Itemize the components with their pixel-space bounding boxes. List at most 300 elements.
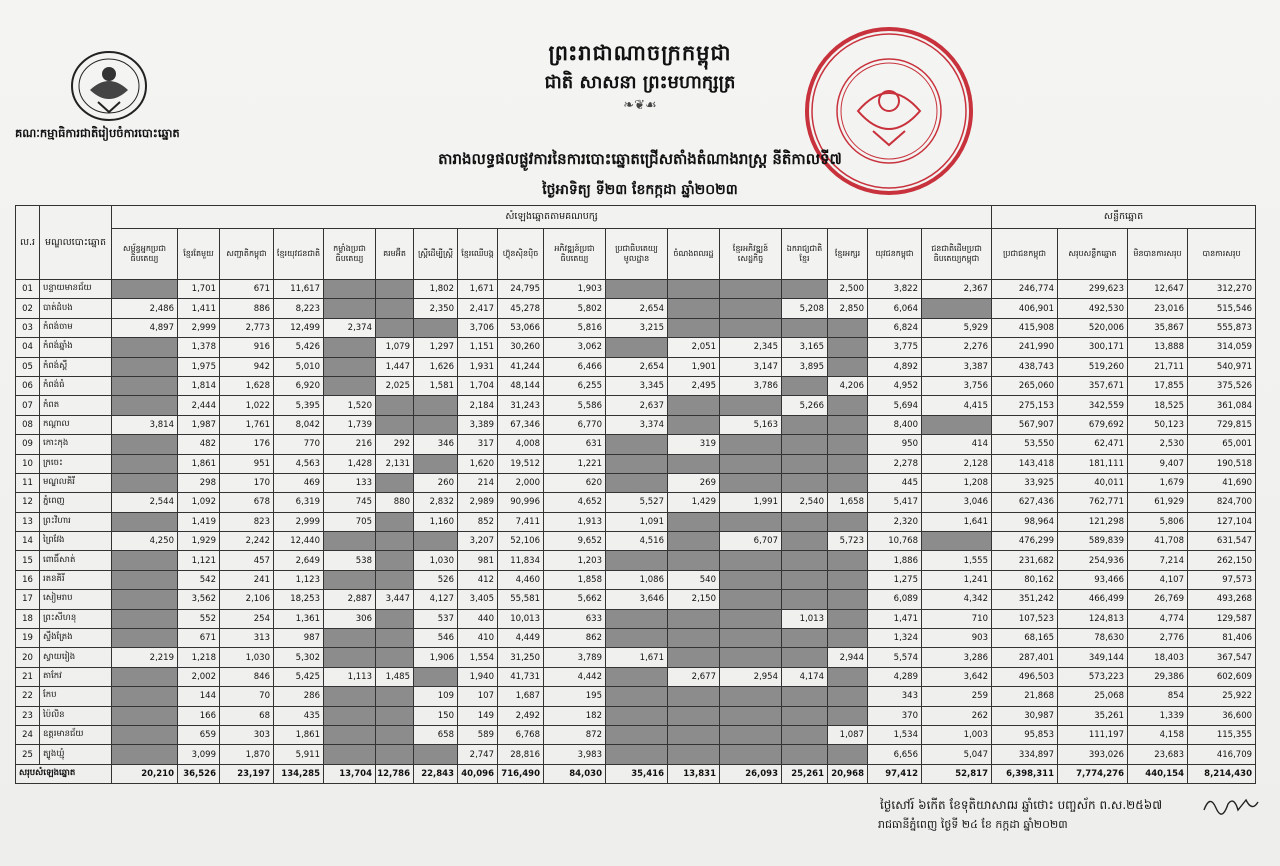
vote-cell: 18,403 (1128, 648, 1188, 667)
table-row (16, 493, 1256, 512)
table-row (16, 473, 1256, 492)
empty-cell (668, 706, 720, 725)
vote-cell: 216 (324, 435, 376, 454)
col-header: មិនបានការសរុប (1128, 229, 1188, 280)
vote-cell: 1,671 (458, 280, 498, 299)
vote-cell: 469 (274, 473, 324, 492)
row-number: 04 (16, 338, 40, 357)
vote-cell: 11,617 (274, 280, 324, 299)
vote-cell: 41,244 (498, 357, 544, 376)
vote-cell: 2,002 (178, 667, 220, 686)
vote-cell: 10,013 (498, 609, 544, 628)
empty-cell (668, 725, 720, 744)
vote-cell: 658 (414, 725, 458, 744)
vote-cell: 1,931 (458, 357, 498, 376)
vote-cell: 254,936 (1058, 551, 1128, 570)
vote-cell: 3,642 (922, 667, 992, 686)
district-name: កំពង់ចាម (40, 318, 112, 337)
empty-cell (376, 512, 414, 531)
row-number: 07 (16, 396, 40, 415)
vote-cell: 95,853 (992, 725, 1058, 744)
vote-cell: 260 (414, 473, 458, 492)
vote-cell: 5,586 (544, 396, 606, 415)
vote-cell: 10,768 (868, 532, 922, 551)
empty-cell (668, 648, 720, 667)
empty-cell (376, 280, 414, 299)
vote-cell: 18,525 (1128, 396, 1188, 415)
vote-cell: 589,839 (1058, 532, 1128, 551)
vote-cell: 435 (274, 706, 324, 725)
vote-cell: 33,925 (992, 473, 1058, 492)
vote-cell: 12,647 (1128, 280, 1188, 299)
row-number: 12 (16, 493, 40, 512)
vote-cell: 406,901 (992, 299, 1058, 318)
vote-cell: 2,278 (868, 454, 922, 473)
empty-cell (720, 725, 782, 744)
vote-cell: 2,954 (720, 667, 782, 686)
column-header-row (16, 229, 1256, 280)
vote-cell: 416,709 (1188, 745, 1256, 764)
empty-cell (828, 570, 868, 589)
vote-cell: 2,444 (178, 396, 220, 415)
vote-cell: 1,241 (922, 570, 992, 589)
vote-cell: 1,419 (178, 512, 220, 531)
vote-cell: 6,656 (868, 745, 922, 764)
vote-cell: 2,637 (606, 396, 668, 415)
empty-cell (112, 396, 178, 415)
vote-cell: 5,929 (922, 318, 992, 337)
row-number: 19 (16, 629, 40, 648)
vote-cell: 1,679 (1128, 473, 1188, 492)
district-name: បន្ទាយមានជ័យ (40, 280, 112, 299)
vote-cell: 68,165 (992, 629, 1058, 648)
vote-cell: 1,218 (178, 648, 220, 667)
vote-cell: 4,892 (868, 357, 922, 376)
vote-cell: 2,649 (274, 551, 324, 570)
vote-cell: 5,911 (274, 745, 324, 764)
vote-cell: 631,547 (1188, 532, 1256, 551)
empty-cell (606, 629, 668, 648)
empty-cell (324, 745, 376, 764)
vote-cell: 262,150 (1188, 551, 1256, 570)
vote-cell: 313 (220, 629, 274, 648)
empty-cell (414, 415, 458, 434)
vote-cell: 745 (324, 493, 376, 512)
col-header: ឯករាជ្យជាតិខ្មែរ (782, 229, 828, 280)
vote-cell: 12,499 (274, 318, 324, 337)
empty-cell (414, 667, 458, 686)
empty-cell (668, 609, 720, 628)
vote-cell: 1,901 (668, 357, 720, 376)
row-number: 02 (16, 299, 40, 318)
vote-cell: 4,415 (922, 396, 992, 415)
table-row (16, 745, 1256, 764)
vote-cell: 1,030 (220, 648, 274, 667)
vote-cell: 1,339 (1128, 706, 1188, 725)
vote-cell: 28,816 (498, 745, 544, 764)
vote-cell: 48,144 (498, 376, 544, 395)
row-number: 06 (16, 376, 40, 395)
vote-cell: 886 (220, 299, 274, 318)
vote-cell: 1,739 (324, 415, 376, 434)
row-number: 03 (16, 318, 40, 337)
total-cell: 26,093 (720, 764, 782, 783)
table-row (16, 435, 1256, 454)
vote-cell: 1,858 (544, 570, 606, 589)
vote-cell: 1,704 (458, 376, 498, 395)
total-cell: 52,817 (922, 764, 992, 783)
vote-cell: 2,654 (606, 357, 668, 376)
empty-cell (828, 318, 868, 337)
vote-cell: 2,832 (414, 493, 458, 512)
vote-cell: 537 (414, 609, 458, 628)
vote-cell: 90,996 (498, 493, 544, 512)
vote-cell: 144 (178, 687, 220, 706)
empty-cell (922, 532, 992, 551)
vote-cell: 7,214 (1128, 551, 1188, 570)
total-cell: 22,843 (414, 764, 458, 783)
vote-cell: 880 (376, 493, 414, 512)
vote-cell: 1,903 (544, 280, 606, 299)
vote-cell: 25,922 (1188, 687, 1256, 706)
row-number: 21 (16, 667, 40, 686)
vote-cell: 546 (414, 629, 458, 648)
table-row (16, 590, 1256, 609)
total-cell: 35,416 (606, 764, 668, 783)
vote-cell: 127,104 (1188, 512, 1256, 531)
vote-cell: 3,165 (782, 338, 828, 357)
vote-cell: 286 (274, 687, 324, 706)
district-name: មណ្ឌលគិរី (40, 473, 112, 492)
total-cell: 134,285 (274, 764, 324, 783)
vote-cell: 1,471 (868, 609, 922, 628)
vote-cell: 659 (178, 725, 220, 744)
vote-cell: 2,184 (458, 396, 498, 415)
vote-cell: 5,395 (274, 396, 324, 415)
table-row (16, 648, 1256, 667)
district-name: ព្រះវិហារ (40, 512, 112, 531)
district-name: ព្រះសីហនុ (40, 609, 112, 628)
vote-cell: 3,786 (720, 376, 782, 395)
empty-cell (782, 454, 828, 473)
vote-cell: 6,466 (544, 357, 606, 376)
empty-cell (324, 299, 376, 318)
vote-cell: 762,771 (1058, 493, 1128, 512)
vote-cell: 3,286 (922, 648, 992, 667)
empty-cell (112, 473, 178, 492)
empty-cell (720, 473, 782, 492)
vote-cell: 2,374 (324, 318, 376, 337)
empty-cell (112, 338, 178, 357)
empty-cell (112, 590, 178, 609)
vote-cell: 679,692 (1058, 415, 1128, 434)
vote-cell: 31,243 (498, 396, 544, 415)
vote-cell: 1,087 (828, 725, 868, 744)
vote-cell: 3,814 (112, 415, 178, 434)
empty-cell (782, 532, 828, 551)
total-cell: 7,774,276 (1058, 764, 1128, 783)
empty-cell (782, 551, 828, 570)
empty-cell (112, 551, 178, 570)
empty-cell (720, 551, 782, 570)
empty-cell (606, 435, 668, 454)
vote-cell: 555,873 (1188, 318, 1256, 337)
vote-cell: 552 (178, 609, 220, 628)
col-header: ជនជាតិដើមប្រជាធិបតេយ្យកម្ពុជា (922, 229, 992, 280)
national-motto: ជាតិ សាសនា ព្រះមហាក្សត្រ (544, 72, 736, 93)
empty-cell (324, 532, 376, 551)
empty-cell (414, 318, 458, 337)
vote-cell: 303 (220, 725, 274, 744)
empty-cell (324, 357, 376, 376)
vote-cell: 2,150 (668, 590, 720, 609)
vote-cell: 1,671 (606, 648, 668, 667)
vote-cell: 21,868 (992, 687, 1058, 706)
vote-cell: 2,128 (922, 454, 992, 473)
empty-cell (782, 512, 828, 531)
table-row (16, 376, 1256, 395)
empty-cell (782, 745, 828, 764)
empty-cell (376, 745, 414, 764)
vote-cell: 107,523 (992, 609, 1058, 628)
empty-cell (720, 396, 782, 415)
row-number: 05 (16, 357, 40, 376)
vote-cell: 70 (220, 687, 274, 706)
vote-cell: 31,250 (498, 648, 544, 667)
vote-cell: 269 (668, 473, 720, 492)
vote-cell: 1,208 (922, 473, 992, 492)
vote-cell: 35,867 (1128, 318, 1188, 337)
vote-cell: 181,111 (1058, 454, 1128, 473)
empty-cell (376, 629, 414, 648)
vote-cell: 6,707 (720, 532, 782, 551)
vote-cell: 520,006 (1058, 318, 1128, 337)
empty-cell (668, 415, 720, 434)
vote-cell: 4,442 (544, 667, 606, 686)
district-name: សៀមរាប (40, 590, 112, 609)
empty-cell (782, 629, 828, 648)
vote-cell: 254 (220, 609, 274, 628)
row-number: 18 (16, 609, 40, 628)
vote-cell: 4,774 (1128, 609, 1188, 628)
vote-cell: 942 (220, 357, 274, 376)
vote-cell: 41,731 (498, 667, 544, 686)
vote-cell: 2,350 (414, 299, 458, 318)
vote-cell: 121,298 (1058, 512, 1128, 531)
vote-cell: 540 (668, 570, 720, 589)
party-votes-group-header: សំឡេងឆ្នោតតាមគណបក្ស (112, 206, 992, 229)
col-header: ហ៊្វុនស៊ិនប៉ិច (498, 229, 544, 280)
district-name: កែប (40, 687, 112, 706)
district-name: ក្រចេះ (40, 454, 112, 473)
vote-cell: 602,609 (1188, 667, 1256, 686)
district-name: កំពង់ធំ (40, 376, 112, 395)
empty-cell (414, 745, 458, 764)
col-header: ខ្មែរឈើបង្ក (458, 229, 498, 280)
vote-cell: 1,991 (720, 493, 782, 512)
vote-cell: 3,983 (544, 745, 606, 764)
vote-cell: 770 (274, 435, 324, 454)
vote-cell: 53,066 (498, 318, 544, 337)
vote-cell: 1,378 (178, 338, 220, 357)
vote-cell: 4,449 (498, 629, 544, 648)
vote-cell: 231,682 (992, 551, 1058, 570)
empty-cell (324, 648, 376, 667)
vote-cell: 7,411 (498, 512, 544, 531)
empty-cell (782, 473, 828, 492)
table-row (16, 280, 1256, 299)
vote-cell: 5,163 (720, 415, 782, 434)
table-row (16, 667, 1256, 686)
vote-cell: 671 (220, 280, 274, 299)
vote-cell: 6,319 (274, 493, 324, 512)
vote-cell: 2,276 (922, 338, 992, 357)
vote-cell: 1,086 (606, 570, 668, 589)
vote-cell: 3,147 (720, 357, 782, 376)
vote-cell: 81,406 (1188, 629, 1256, 648)
empty-cell (606, 473, 668, 492)
empty-cell (668, 532, 720, 551)
col-header-no: ល.រ (16, 206, 40, 280)
table-row (16, 551, 1256, 570)
empty-cell (720, 609, 782, 628)
vote-cell: 133 (324, 473, 376, 492)
empty-cell (720, 706, 782, 725)
vote-cell: 4,174 (782, 667, 828, 686)
empty-cell (720, 435, 782, 454)
vote-cell: 567,907 (992, 415, 1058, 434)
empty-cell (606, 609, 668, 628)
vote-cell: 3,215 (606, 318, 668, 337)
table-row (16, 318, 1256, 337)
vote-cell: 349,144 (1058, 648, 1128, 667)
total-cell: 20,968 (828, 764, 868, 783)
empty-cell (720, 629, 782, 648)
vote-cell: 3,389 (458, 415, 498, 434)
vote-cell: 1,975 (178, 357, 220, 376)
vote-cell: 526 (414, 570, 458, 589)
vote-cell: 300,171 (1058, 338, 1128, 357)
empty-cell (668, 280, 720, 299)
total-cell: 6,398,311 (992, 764, 1058, 783)
vote-cell: 5,662 (544, 590, 606, 609)
total-cell: 97,412 (868, 764, 922, 783)
vote-cell: 1,092 (178, 493, 220, 512)
vote-cell: 1,485 (376, 667, 414, 686)
empty-cell (376, 415, 414, 434)
vote-cell: 2,887 (324, 590, 376, 609)
vote-cell: 4,342 (922, 590, 992, 609)
vote-cell: 1,275 (868, 570, 922, 589)
vote-cell: 1,940 (458, 667, 498, 686)
vote-cell: 29,386 (1128, 667, 1188, 686)
vote-cell: 80,162 (992, 570, 1058, 589)
vote-cell: 107 (458, 687, 498, 706)
empty-cell (828, 454, 868, 473)
empty-cell (828, 590, 868, 609)
district-name: កំពង់ឆ្នាំង (40, 338, 112, 357)
vote-cell: 4,158 (1128, 725, 1188, 744)
vote-cell: 5,802 (544, 299, 606, 318)
district-name: ប៉ៃលិន (40, 706, 112, 725)
empty-cell (720, 590, 782, 609)
col-header: អភិវឌ្ឍន៍ប្រជាធិបតេយ្យ (544, 229, 606, 280)
empty-cell (376, 551, 414, 570)
vote-cell: 1,079 (376, 338, 414, 357)
empty-cell (324, 570, 376, 589)
vote-cell: 476,299 (992, 532, 1058, 551)
vote-cell: 2,773 (220, 318, 274, 337)
vote-cell: 41,690 (1188, 473, 1256, 492)
vote-cell: 2,530 (1128, 435, 1188, 454)
nec-logo-icon (70, 50, 148, 122)
vote-cell: 65,001 (1188, 435, 1256, 454)
vote-cell: 5,417 (868, 493, 922, 512)
vote-cell: 124,813 (1058, 609, 1128, 628)
vote-cell: 5,527 (606, 493, 668, 512)
table-row (16, 454, 1256, 473)
empty-cell (376, 687, 414, 706)
empty-cell (376, 609, 414, 628)
district-name: ត្បូងឃ្មុំ (40, 745, 112, 764)
vote-cell: 3,046 (922, 493, 992, 512)
vote-cell: 1,814 (178, 376, 220, 395)
total-cell: 12,786 (376, 764, 414, 783)
vote-cell: 540,971 (1188, 357, 1256, 376)
total-cell: 40,096 (458, 764, 498, 783)
vote-cell: 129,587 (1188, 609, 1256, 628)
vote-cell: 214 (458, 473, 498, 492)
signature-icon (1200, 790, 1260, 820)
empty-cell (922, 415, 992, 434)
vote-cell: 457 (220, 551, 274, 570)
empty-cell (112, 706, 178, 725)
vote-cell: 1,555 (922, 551, 992, 570)
vote-cell: 3,756 (922, 376, 992, 395)
vote-cell: 1,160 (414, 512, 458, 531)
empty-cell (414, 532, 458, 551)
vote-cell: 440 (458, 609, 498, 628)
vote-cell: 4,289 (868, 667, 922, 686)
vote-cell: 275,153 (992, 396, 1058, 415)
district-name: ស្វាយរៀង (40, 648, 112, 667)
vote-cell: 2,492 (498, 706, 544, 725)
vote-cell: 351,242 (992, 590, 1058, 609)
vote-cell: 111,197 (1058, 725, 1128, 744)
vote-cell: 241 (220, 570, 274, 589)
vote-cell: 4,952 (868, 376, 922, 395)
empty-cell (376, 299, 414, 318)
vote-cell: 2,747 (458, 745, 498, 764)
vote-cell: 4,206 (828, 376, 868, 395)
row-number: 10 (16, 454, 40, 473)
vote-cell: 2,989 (458, 493, 498, 512)
empty-cell (720, 745, 782, 764)
empty-cell (782, 725, 828, 744)
total-cell: 20,210 (112, 764, 178, 783)
vote-cell: 5,010 (274, 357, 324, 376)
vote-cell: 729,815 (1188, 415, 1256, 434)
vote-cell: 1,802 (414, 280, 458, 299)
empty-cell (782, 280, 828, 299)
vote-cell: 2,106 (220, 590, 274, 609)
vote-cell: 190,518 (1188, 454, 1256, 473)
vote-cell: 299,623 (1058, 280, 1128, 299)
table-row (16, 725, 1256, 744)
vote-cell: 5,047 (922, 745, 992, 764)
vote-cell: 4,563 (274, 454, 324, 473)
vote-cell: 1,870 (220, 745, 274, 764)
